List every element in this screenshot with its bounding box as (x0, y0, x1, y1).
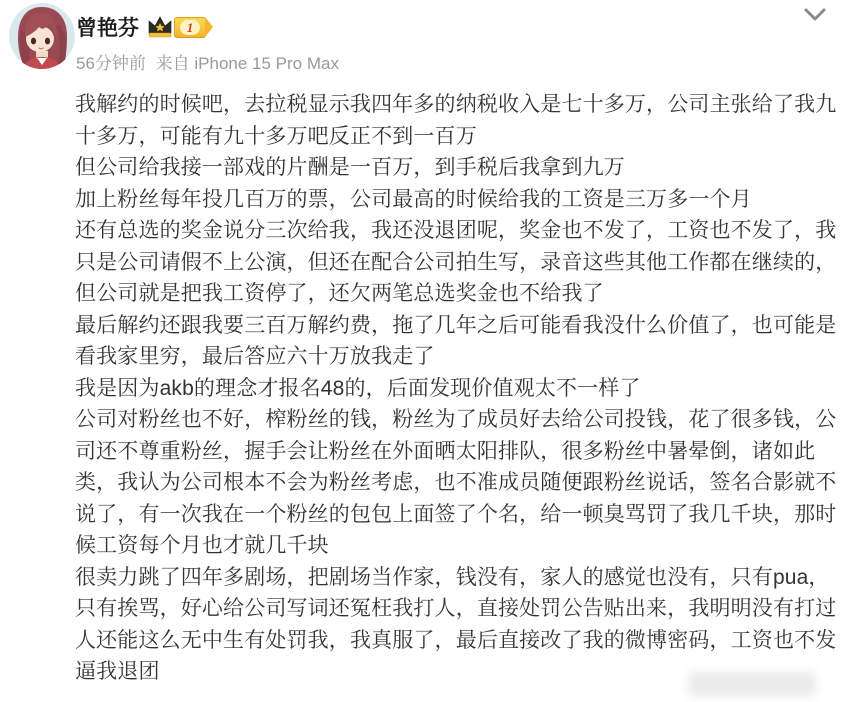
post-text-line: 逼我退团 (75, 660, 160, 683)
post-time: 56分钟前 (76, 54, 146, 73)
post-text-line: 十多万，可能有九十多万吧反正不到一百万 (75, 124, 477, 148)
post-text-line: 还有总选的奖金说分三次给我，我还没退团呢，奖金也不发了，工资也不发了，我 (75, 219, 837, 242)
post-text-line: 公司对粉丝也不好，榨粉丝的钱，粉丝为了成员好去给公司投钱，花了很多钱，公 (75, 408, 837, 431)
post-text-line: 只是公司请假不上公演，但还在配合公司拍生写，录音这些其他工作都在继续的， (75, 250, 837, 274)
user-badges (148, 16, 214, 39)
avatar-illustration (9, 3, 75, 69)
post-text-line: 加上粉丝每年投几百万的票，公司最高的时候给我的工资是三万多一个月 (75, 187, 752, 211)
post-text-line: 类，我认为公司根本不会为粉丝考虑，也不准成员随便跟粉丝说话，签名合影就不 (75, 471, 837, 494)
post-text-line: 但公司给我接一部戏的片酬是一百万，到手税后我拿到九万 (75, 156, 625, 179)
post-text-line: 最后解约还跟我要三百万解约费，拖了几年之后可能看我没什么价值了，也可能是 (75, 313, 837, 337)
collapse-button[interactable] (799, 2, 831, 28)
user-header (76, 14, 214, 40)
post-text-line: 说了，有一次我在一个粉丝的包包上面签了个名，给一顿臭骂罚了我几千块，那时 (75, 502, 837, 526)
post-source-link[interactable]: 来自 iPhone 15 Pro Max (155, 54, 339, 73)
post-text-line: 但公司就是把我工资停了，还欠两笔总选奖金也不给我了 (75, 282, 604, 305)
post-text (75, 89, 839, 688)
post-text-line: 司还不尊重粉丝，握手会让粉丝在外面晒太阳排队，很多粉丝中暑晕倒，诸如此 (75, 439, 816, 463)
vip-crown-icon[interactable] (148, 16, 172, 39)
post-text-line: 很卖力跳了四年多剧场，把剧场当作家，钱没有，家人的感觉也没有，只有pua， (75, 565, 830, 589)
post-text-line: 人还能这么无中生有处罚我，我真服了，最后直接改了我的微博密码，工资也不发 (75, 628, 837, 652)
user-avatar[interactable] (9, 3, 75, 69)
post-text-line: 我是因为akb的理念才报名48的，后面发现价值观太不一样了 (75, 376, 641, 400)
vip-level-badge[interactable] (174, 17, 206, 38)
post-text-line: 看我家里穷，最后答应六十万放我走了 (75, 345, 435, 368)
username[interactable]: 曾艳芬 (76, 17, 139, 40)
post-meta (76, 49, 339, 74)
chevron-down-icon (802, 7, 828, 23)
post-text-line: 我解约的时候吧，去拉税显示我四年多的纳税收入是七十多万，公司主张给了我九 (75, 93, 837, 116)
blurred-watermark (688, 672, 816, 696)
post-text-line: 候工资每个月也才就几千块 (75, 534, 329, 557)
vip-level-number: 1 (180, 20, 201, 35)
post-text-line: 只有挨骂，好心给公司写词还冤枉我打人，直接处罚公告贴出来，我明明没有打过 (75, 597, 837, 620)
